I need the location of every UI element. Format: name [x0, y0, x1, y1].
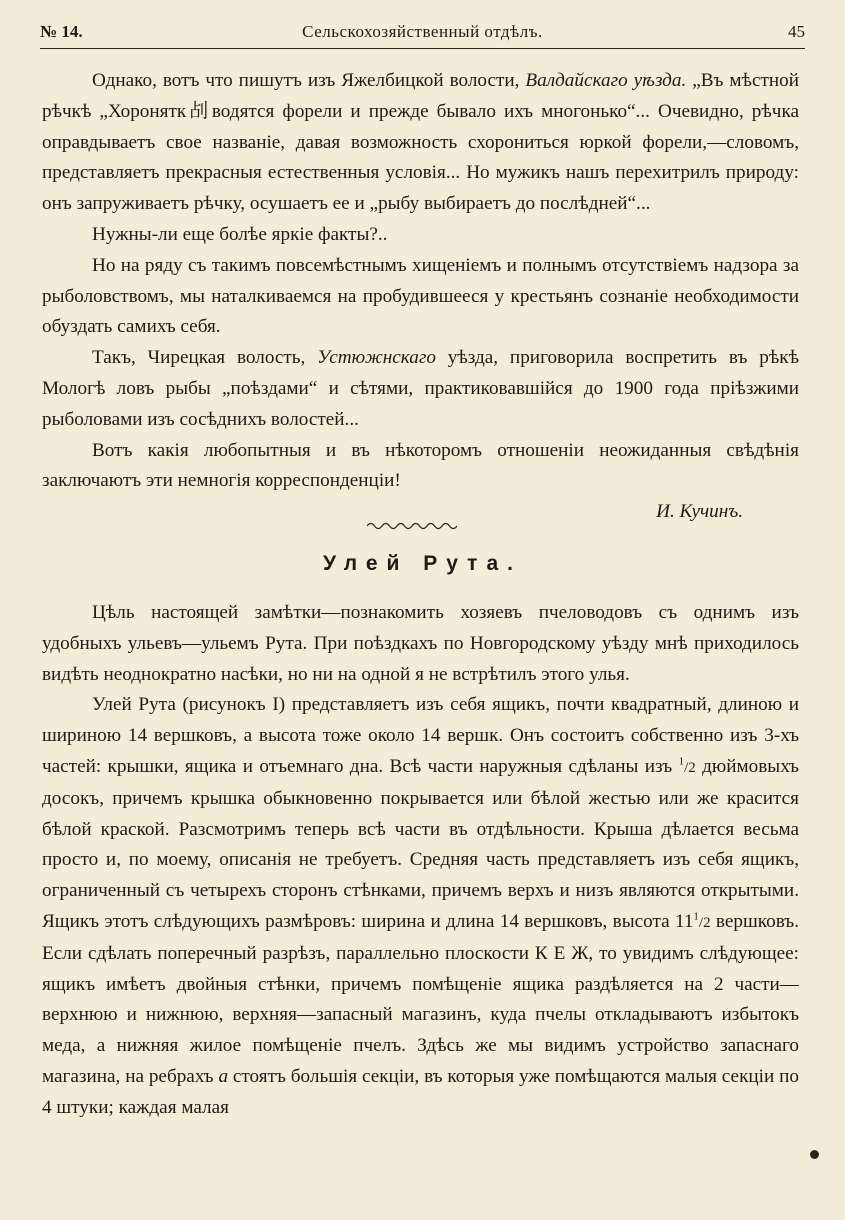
article-fish-correspondence: [42, 66, 799, 528]
paragraph: Нужны-ли еще болѣе яркіе факты?..: [92, 223, 388, 245]
header-rule: [40, 48, 805, 49]
paragraph: Но на ряду съ такимъ повсемѣстнымъ хищеніемъ и полнымъ отсутствіемъ надзора за рыболовствомъ, мы наталкиваемся на пробудившееся у крестьянъ сознаніе необходимости обуздать самихъ себя.: [42, 254, 799, 338]
paragraph: Однако, вотъ что пишутъ изъ Яжелбицкой волости, Валдайскаго уѣзда. „Въ мѣстной рѣчкѣ „Хоронятк㓠водятся форели и прежде бывало ихъ многонько“... Очевидно, рѣчка оправдываетъ свое названіе, давая возможность схорониться юркой форели,—словомъ, представляетъ прекрасныя естественныя условія... Но мужикъ нашъ перехитрилъ природу: онъ запруживаетъ рѣчку, осушаетъ ее и „рыбу выбираетъ до послѣдней“...: [42, 70, 800, 215]
article-beehive: [42, 598, 799, 1124]
ink-dot: [810, 1150, 819, 1159]
page-number: 45: [788, 22, 805, 41]
running-header: [40, 22, 805, 46]
paragraph: Вотъ какія любопытныя и въ нѣкоторомъ отношеніи неожиданныя свѣдѣнія заключаютъ эти немногія корреспонденціи!: [42, 439, 799, 492]
paragraph: Цѣль настоящей замѣтки—познакомить хозяевъ пчеловодовъ съ однимъ изъ удобныхъ ульевъ—ульемъ Рута. При поѣздкахъ по Новгородскому уѣзду мнѣ приходилось видѣть неоднократно насѣки, но ни на одной я не встрѣтилъ этого улья.: [42, 602, 799, 685]
paragraph: Улей Рута (рисунокъ I) представляетъ изъ себя ящикъ, почти квадратный, длиною и шириною 14 вершковъ, а высота тоже около 14 вершк. Онъ состоитъ собственно изъ 3-хъ частей: крышки, ящика и отъемнаго дна. Всѣ части наружныя сдѣланы изъ $^1$/2 дюймовыхъ досокъ, причемъ крышка обыкновенно покрывается или бѣлой жестью или же красится бѣлой краской. Разсмотримъ теперь всѣ части въ отдѣльности. Крыша дѣлается весьма просто и, по моему, описанія не требуетъ. Средняя часть представляетъ изъ себя ящикъ, ограниченный съ четырехъ сторонъ стѣнками, причемъ верхъ и низъ являются открытыми. Ящикъ этотъ слѣдующихъ размѣровъ: ширина и длина 14 вершковъ, высота $11^1/2$ вершковъ. Если сдѣлать поперечный разрѣзъ, параллельно плоскости К Е Ж, то увидимъ слѣдующее: ящикъ имѣетъ двойныя стѣнки, причемъ помѣщеніе ящика раздѣляется на 2 части—верхнюю и нижнюю, верхняя—запасный магазинъ, куда пчелы откладываютъ избытокъ меда, а нижняя жилое помѣщеніе пчелъ. Здѣсь же мы видимъ устройство запаснаго магазина, на ребрахъ а стоятъ большія секціи, въ которыя уже помѣщаются малыя секціи по 4 штуки; каждая малая: [42, 694, 799, 1118]
issue-number: № 14.: [40, 22, 83, 41]
article-title: Улей Рута.: [323, 552, 522, 575]
author-signature: И. Кучинъ.: [656, 501, 743, 523]
paragraph: Такъ, Чирецкая волость, Устюжнскаго уѣзда, приговорила воспретить въ рѣкѣ Мологѣ ловъ рыбы „поѣздами“ и сѣтями, практиковавшійся до 1900 года пріѣзжими рыболовами изъ сосѣднихъ волостей...: [42, 347, 800, 430]
section-header-title: Сельскохозяйственный отдѣлъ.: [302, 22, 543, 41]
wave-ornament: [367, 520, 457, 532]
